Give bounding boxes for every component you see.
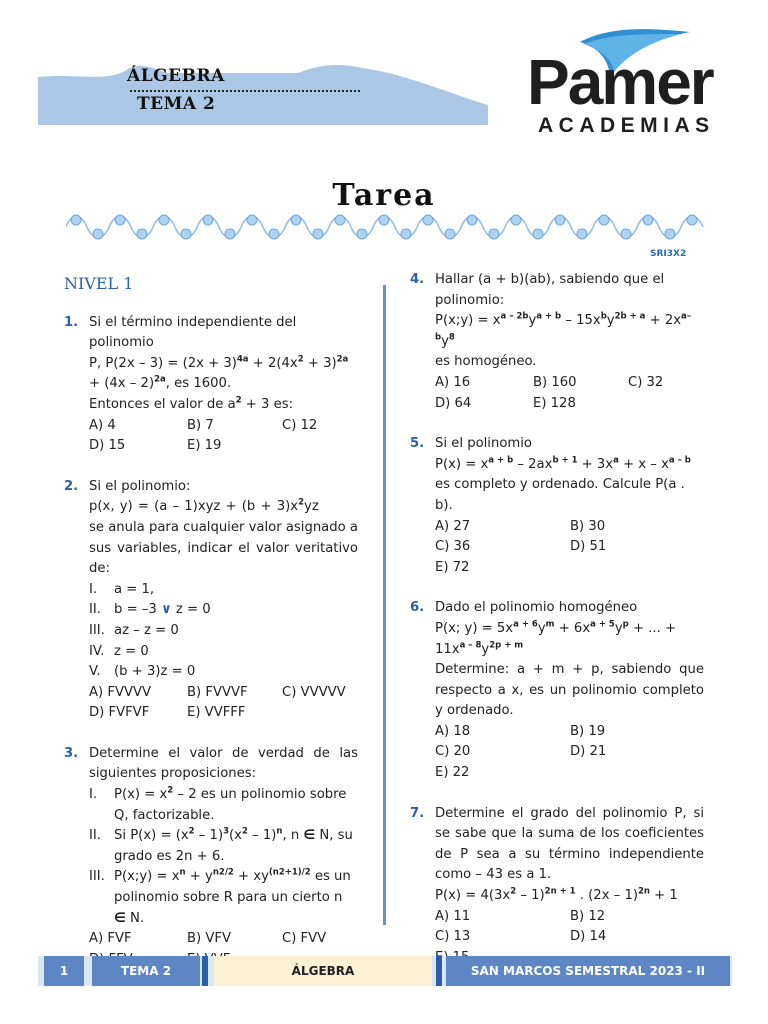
proposition: III. P(x;y) = $x^n + y^{n2/2} + xy^{(n2+1)/2}$ es un polinomio sobre R para un cierto n ∈ N. <box>89 868 351 926</box>
question-formula: P(x;y) = $x^{a - 2b}y^{a + b} - 15x^by^{2b + a} + 2x^{a-b}y^8$ <box>435 311 692 349</box>
question-text: se anula para cualquier valor asignado a sus variables, indicar el valor veritativo de: <box>89 519 358 577</box>
proposition: III. az – z = 0 <box>89 622 179 638</box>
option: D) 64 <box>435 395 472 411</box>
question-formula: P, $P(2x - 3) = (2x + 3)^{4a} + 2(4x^2 + 3)^{2a}$ <box>89 354 349 371</box>
option: E) 22 <box>435 765 470 781</box>
left-column <box>64 270 358 990</box>
option: A) 18 <box>435 723 471 739</box>
question-6 <box>410 598 704 783</box>
decorative-chain-icon <box>66 210 706 244</box>
question-5 <box>410 434 704 578</box>
option: C) VVVVV <box>282 684 346 700</box>
option: A) FVF <box>89 931 132 947</box>
question-formula: $P(x) = x^{a + b} - 2ax^{b + 1} + 3x^a + x - x^{a - b}$ <box>435 455 691 472</box>
question-text: es homogéneo. <box>435 354 537 370</box>
question-formula: $P(x) = 4(3x^2 - 1)^{2n + 1}$ . (2x – 1)$^{2n}$ + 1 <box>435 886 678 904</box>
logo-subtitle: ACADEMIAS <box>538 114 715 137</box>
option: A) 11 <box>435 908 471 924</box>
header-subject: ÁLGEBRA <box>127 66 225 86</box>
page-title: Tarea <box>332 178 436 213</box>
footer-subject: ÁLGEBRA <box>214 956 432 986</box>
question-7 <box>410 804 704 969</box>
document-code: SRI3X2 <box>650 249 687 259</box>
question-number: 2. <box>64 478 79 494</box>
option: D) 21 <box>570 744 607 760</box>
question-3 <box>64 744 358 971</box>
answer-options <box>435 517 704 579</box>
question-number: 4. <box>410 272 425 287</box>
question-text: es completo y ordenado. Calcule P(a . b). <box>435 477 685 513</box>
question-number: 1. <box>64 314 79 330</box>
footer-topic: TEMA 2 <box>92 956 200 986</box>
question-formula: P(x; $y) = 5x^{a + 6}y^m + 6x^{a + 5}y^p$ + ... + <box>435 619 677 636</box>
question-text: Si el polinomio: <box>89 478 191 494</box>
page-footer <box>38 956 732 986</box>
option: B) 12 <box>570 908 606 924</box>
question-text: Entonces el valor de $a^2 + 3$ es: <box>89 395 294 412</box>
option: A) 4 <box>89 417 116 433</box>
option: C) 32 <box>628 374 664 390</box>
question-number: 5. <box>410 436 425 452</box>
question-number: 7. <box>410 805 425 821</box>
question-text: Si el polinomio <box>435 436 532 452</box>
option: D) 51 <box>570 539 607 555</box>
proposition: I. $P(x) = x^2 - 2$ es un polinomio sobre Q, factorizable. <box>89 785 347 823</box>
header-topic: TEMA 2 <box>137 94 216 114</box>
proposition: II. b = –3 ∨ z = 0 <box>89 602 211 618</box>
option: C) 13 <box>435 929 471 945</box>
answer-options <box>89 683 358 724</box>
answer-options <box>89 416 358 457</box>
question-1 <box>64 313 358 457</box>
column-divider <box>383 285 386 925</box>
option: E) 128 <box>533 395 576 411</box>
question-text: Determine el valor de verdad de las siguientes proposiciones: <box>89 745 358 782</box>
option: A) 27 <box>435 518 471 534</box>
question-number: 6. <box>410 600 425 616</box>
question-text: Si el término independiente del polinomio <box>89 314 297 351</box>
level-heading: NIVEL 1 <box>64 274 134 293</box>
question-text: Hallar (a + b)(ab), sabiendo que el polinomio: <box>435 272 665 308</box>
option: E) 19 <box>187 438 222 454</box>
logo-wordmark: Pamer <box>527 46 713 118</box>
option: D) 15 <box>89 438 126 454</box>
proposition: II. Si $P(x) = (x^2 - 1)^3(x^2 - 1)^n$, n ∈ N, su grado es 2n + 6. <box>89 826 353 864</box>
option: D) 14 <box>570 929 607 945</box>
answer-options <box>435 373 704 414</box>
footer-course: SAN MARCOS SEMESTRAL 2023 - II <box>446 956 730 986</box>
option: B) 19 <box>570 723 606 739</box>
footer-page-number: 1 <box>44 956 84 986</box>
answer-options <box>435 722 704 784</box>
option: C) 12 <box>282 417 318 433</box>
option: E) 72 <box>435 559 470 575</box>
question-formula: + (4x – 2)$^{2a}$, es 1600. <box>89 374 232 392</box>
footer-stripe <box>202 956 208 986</box>
option: C) FVV <box>282 931 327 947</box>
option: D) FVFVF <box>89 705 150 721</box>
question-text: Dado el polinomio homogéneo <box>435 600 638 616</box>
header-divider <box>130 90 360 92</box>
option: C) 36 <box>435 539 471 555</box>
option: E) VVFFF <box>187 705 246 721</box>
question-formula: p(x, $y) = (a - 1)xyz + (b + 3)x^2yz$ <box>89 497 319 515</box>
footer-stripe <box>436 956 442 986</box>
proposition: V. (b + 3)z = 0 <box>89 664 196 680</box>
option: A) FVVVV <box>89 684 152 700</box>
question-text: Determine: a + m + p, sabiendo que respecto a x, es un polinomio completo y ordenado. <box>435 662 704 719</box>
question-formula: $11x^{a - 8}y^{2p + m}$ <box>435 640 524 657</box>
option: B) 160 <box>533 374 577 390</box>
question-text: Determine el grado del polinomio P, si se sabe que la suma de los coeficientes de P sea a su término independiente como – 43 es a 1. <box>435 805 704 883</box>
proposition: I. a = 1, <box>89 581 155 597</box>
option: B) 7 <box>187 417 214 433</box>
proposition: IV. z = 0 <box>89 643 149 659</box>
option: B) VFV <box>187 931 232 947</box>
option: A) 16 <box>435 374 471 390</box>
question-4 <box>410 270 704 414</box>
option: C) 20 <box>435 744 471 760</box>
option: B) 30 <box>570 518 606 534</box>
question-2 <box>64 477 358 724</box>
question-number: 3. <box>64 745 79 761</box>
option: B) FVVVF <box>187 684 248 700</box>
right-column <box>410 270 704 988</box>
